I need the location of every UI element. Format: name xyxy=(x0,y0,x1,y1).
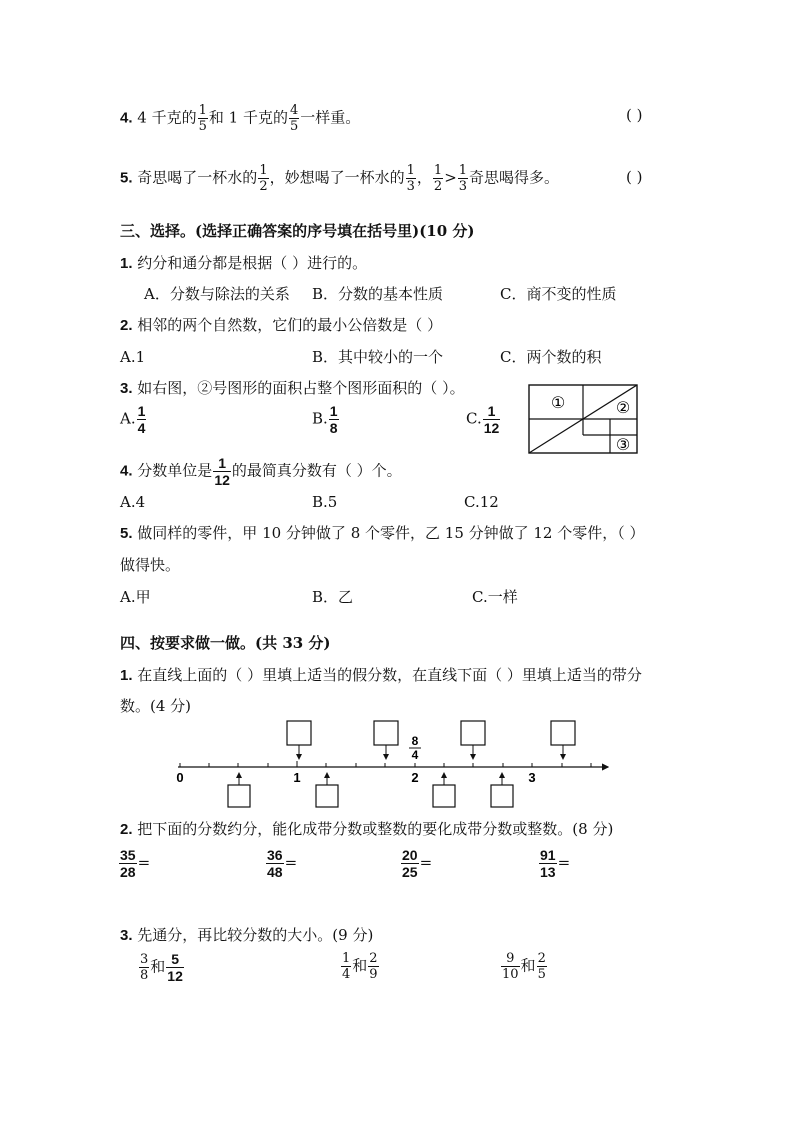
answer-paren[interactable]: ( ) xyxy=(626,106,643,124)
q4-3-line: 3. 先通分，再比较分数的大小。(9 分) xyxy=(120,926,374,944)
q3-5-line2: 做得快。 xyxy=(120,556,181,574)
fraction: $\frac{1}{5}$ xyxy=(198,103,207,134)
lower-arrows xyxy=(239,773,502,785)
answer-paren[interactable]: ( ) xyxy=(626,168,643,186)
upper-answer-boxes xyxy=(287,721,575,745)
option-c[interactable]: C. $\frac{1}{12}$ xyxy=(466,403,500,436)
q3-1-line: 1. 约分和通分都是根据（ ）进行的。 xyxy=(120,254,368,272)
answer-box xyxy=(551,721,575,745)
tick-label-2: 2 xyxy=(411,770,419,785)
q2-4-line: 4. 4 千克的 $\frac{1}{5}$ 和 1 千克的 $\frac{4}{5}$ 一样重。 xyxy=(120,103,361,134)
answer-box xyxy=(461,721,485,745)
given-numerator: 8 xyxy=(411,734,419,748)
reduce-item: $\frac{36}{48}$ = xyxy=(267,847,298,880)
answer-box xyxy=(374,721,398,745)
q3-5-line: 5. 做同样的零件，甲 10 分钟做了 8 个零件，乙 15 分钟做了 12 个零件，（ ） xyxy=(120,524,645,542)
figure-label-1: ① xyxy=(550,393,566,412)
fraction: $\frac{1}{3}$ xyxy=(406,163,415,194)
q3-2-line: 2. 相邻的两个自然数，它们的最小公倍数是（ ） xyxy=(120,316,443,334)
option-c[interactable]: C．两个数的积 xyxy=(500,348,602,366)
q3-3-line: 3. 如右图，②号图形的面积占整个图形面积的（ ）。 xyxy=(120,379,465,397)
compare-item: $\frac{1}{4}$ 和 $\frac{2}{9}$ xyxy=(342,951,378,982)
q-number: 4. xyxy=(120,109,133,127)
q4-1-line2: 数。(4 分) xyxy=(120,697,192,715)
q2-5-line: 5. 奇思喝了一杯水的 $\frac{1}{2}$ ，妙想喝了一杯水的 $\frac{1}{3}$ ， $\frac{1}{2}$ > $\frac{1}{3}$ 奇思喝得多。 xyxy=(120,163,560,194)
q-number: 5. xyxy=(120,169,133,187)
reduce-item: $\frac{20}{25}$ = xyxy=(402,847,433,880)
tick-label-1: 1 xyxy=(293,770,301,785)
option-c[interactable]: C．商不变的性质 xyxy=(500,285,617,303)
lower-answer-boxes xyxy=(228,785,513,807)
option-a[interactable]: A.4 xyxy=(120,493,146,511)
fraction: $\frac{4}{5}$ xyxy=(289,103,299,134)
answer-box xyxy=(491,785,513,807)
given-denominator: 4 xyxy=(411,748,419,762)
reduce-item: $\frac{91}{13}$ = xyxy=(540,847,571,880)
fraction: $\frac{1}{2}$ xyxy=(259,163,268,194)
figure-label-2: ② xyxy=(615,398,631,417)
answer-box xyxy=(228,785,250,807)
option-c[interactable]: C.12 xyxy=(464,493,499,511)
reduce-item: $\frac{35}{28}$ = xyxy=(120,847,151,880)
option-b[interactable]: B.5 xyxy=(312,493,338,511)
answer-box xyxy=(316,785,338,807)
upper-arrows xyxy=(299,745,563,759)
answer-box xyxy=(287,721,311,745)
option-b[interactable]: B．分数的基本性质 xyxy=(312,285,444,303)
compare-item: $\frac{9}{10}$ 和 $\frac{2}{5}$ xyxy=(502,951,546,982)
option-b[interactable]: B．乙 xyxy=(312,588,354,606)
minor-ticks xyxy=(180,761,591,767)
fraction: $\frac{1}{3}$ xyxy=(458,163,468,194)
compare-item: $\frac{3}{8}$ 和 $\frac{5}{12}$ xyxy=(140,951,183,984)
number-line xyxy=(170,715,620,815)
q4-2-line: 2. 把下面的分数约分，能化成带分数或整数的要化成带分数或整数。(8 分) xyxy=(120,820,614,838)
section-heading: 三、选择。(选择正确答案的序号填在括号里)(10 分) xyxy=(120,222,475,240)
tick-label-0: 0 xyxy=(176,770,184,785)
option-a[interactable]: A. $\frac{1}{4}$ xyxy=(120,403,146,436)
option-a[interactable]: A．分数与除法的关系 xyxy=(144,285,290,303)
option-a[interactable]: A.甲 xyxy=(120,588,151,606)
tick-label-3: 3 xyxy=(528,770,536,785)
section-heading: 四、按要求做一做。(共 33 分) xyxy=(120,634,331,652)
option-c[interactable]: C.一样 xyxy=(472,588,518,606)
option-b[interactable]: B．其中较小的一个 xyxy=(312,348,444,366)
area-figure xyxy=(528,384,640,456)
fraction: $\frac{1}{2}$ xyxy=(433,163,443,194)
q3-4-line: 4. 分数单位是 $\frac{1}{12}$ 的最简真分数有（ ）个。 xyxy=(120,455,402,488)
answer-box xyxy=(433,785,455,807)
option-b[interactable]: B. $\frac{1}{8}$ xyxy=(312,403,338,436)
figure-label-3: ③ xyxy=(615,435,631,454)
option-a[interactable]: A.1 xyxy=(120,348,146,366)
q4-1-line: 1. 在直线上面的（ ）里填上适当的假分数，在直线下面（ ）里填上适当的带分 xyxy=(120,666,642,684)
